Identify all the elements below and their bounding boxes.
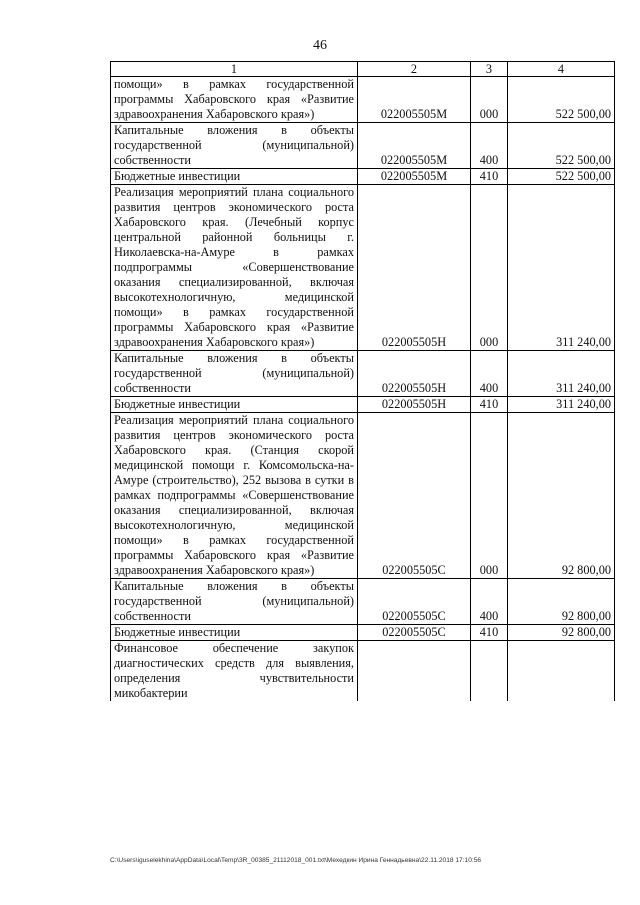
header-cell-2: 2 — [358, 62, 471, 77]
row-amount: 92 800,00 — [508, 625, 615, 641]
row-name: Бюджетные инвестиции — [111, 625, 358, 641]
row-name: Реализация мероприятий плана социального развития центров экономического роста Хабаровского края. (Станция скорой медицинской помощи г. Комсомольска-на-Амуре (строительство), 252 вызова в сутки в рамках подпрограммы «Совершенствование оказания специализированной, включая высокотехнологичную, медицинской помощи» в рамках государственной программы Хабаровского края «Развитие здравоохранения Хабаровского края») — [111, 413, 358, 579]
table-row — [111, 579, 615, 625]
row-name: Капитальные вложения в объекты государственной (муниципальной) собственности — [111, 123, 358, 169]
row-name: Капитальные вложения в объекты государственной (муниципальной) собственности — [111, 351, 358, 397]
row-expense-type: 410 — [471, 397, 508, 413]
row-expense-type: 400 — [471, 123, 508, 169]
row-name: Бюджетные инвестиции — [111, 169, 358, 185]
row-code: 022005505Н — [358, 351, 471, 397]
budget-table — [110, 61, 615, 701]
table-row — [111, 397, 615, 413]
row-amount: 522 500,00 — [508, 123, 615, 169]
row-amount: 311 240,00 — [508, 397, 615, 413]
row-name: Финансовое обеспечение закупок диагностических средств для выявления, определения чувствительности микобактерии — [111, 641, 358, 702]
row-code: 022005505С — [358, 413, 471, 579]
row-code — [358, 641, 471, 702]
row-name: Капитальные вложения в объекты государственной (муниципальной) собственности — [111, 579, 358, 625]
row-expense-type: 410 — [471, 169, 508, 185]
table-row — [111, 185, 615, 351]
row-expense-type: 000 — [471, 77, 508, 123]
row-expense-type — [471, 641, 508, 702]
page-number: 46 — [313, 38, 327, 53]
row-name: помощи» в рамках государственной программы Хабаровского края «Развитие здравоохранения Хабаровского края») — [111, 77, 358, 123]
header-cell-4: 4 — [508, 62, 615, 77]
table-row — [111, 77, 615, 123]
row-expense-type: 000 — [471, 185, 508, 351]
row-expense-type: 400 — [471, 351, 508, 397]
row-amount — [508, 641, 615, 702]
row-code: 022005505С — [358, 579, 471, 625]
table-row — [111, 641, 615, 702]
row-amount: 522 500,00 — [508, 169, 615, 185]
table-row — [111, 413, 615, 579]
row-amount: 92 800,00 — [508, 413, 615, 579]
row-expense-type: 400 — [471, 579, 508, 625]
header-cell-3: 3 — [471, 62, 508, 77]
table-row — [111, 625, 615, 641]
table-header-row — [111, 62, 615, 77]
row-expense-type: 410 — [471, 625, 508, 641]
row-expense-type: 000 — [471, 413, 508, 579]
row-code: 022005505Н — [358, 185, 471, 351]
row-name: Бюджетные инвестиции — [111, 397, 358, 413]
row-code: 022005505М — [358, 77, 471, 123]
row-amount: 92 800,00 — [508, 579, 615, 625]
row-code: 022005505М — [358, 169, 471, 185]
row-code: 022005505Н — [358, 397, 471, 413]
row-code: 022005505М — [358, 123, 471, 169]
row-amount: 522 500,00 — [508, 77, 615, 123]
table-row — [111, 169, 615, 185]
row-name: Реализация мероприятий плана социального развития центров экономического роста Хабаровского края. (Лечебный корпус центральной районной больницы г. Николаевска-на-Амуре в рамках подпрограммы «Совершенствование оказания специализированной, включая высокотехнологичную, медицинской помощи» в рамках государственной программы Хабаровского края «Развитие здравоохранения Хабаровского края») — [111, 185, 358, 351]
table-row — [111, 351, 615, 397]
row-code: 022005505С — [358, 625, 471, 641]
header-cell-1: 1 — [111, 62, 358, 77]
table-row — [111, 123, 615, 169]
row-amount: 311 240,00 — [508, 185, 615, 351]
file-path-footer: C:\Users\iguselekhina\AppData\Local\Temp\3R_00385_21112018_001.txt\Мехедкин Ирина Геннадьевна\22.11.2018 17:10:56 — [110, 857, 482, 864]
row-amount: 311 240,00 — [508, 351, 615, 397]
